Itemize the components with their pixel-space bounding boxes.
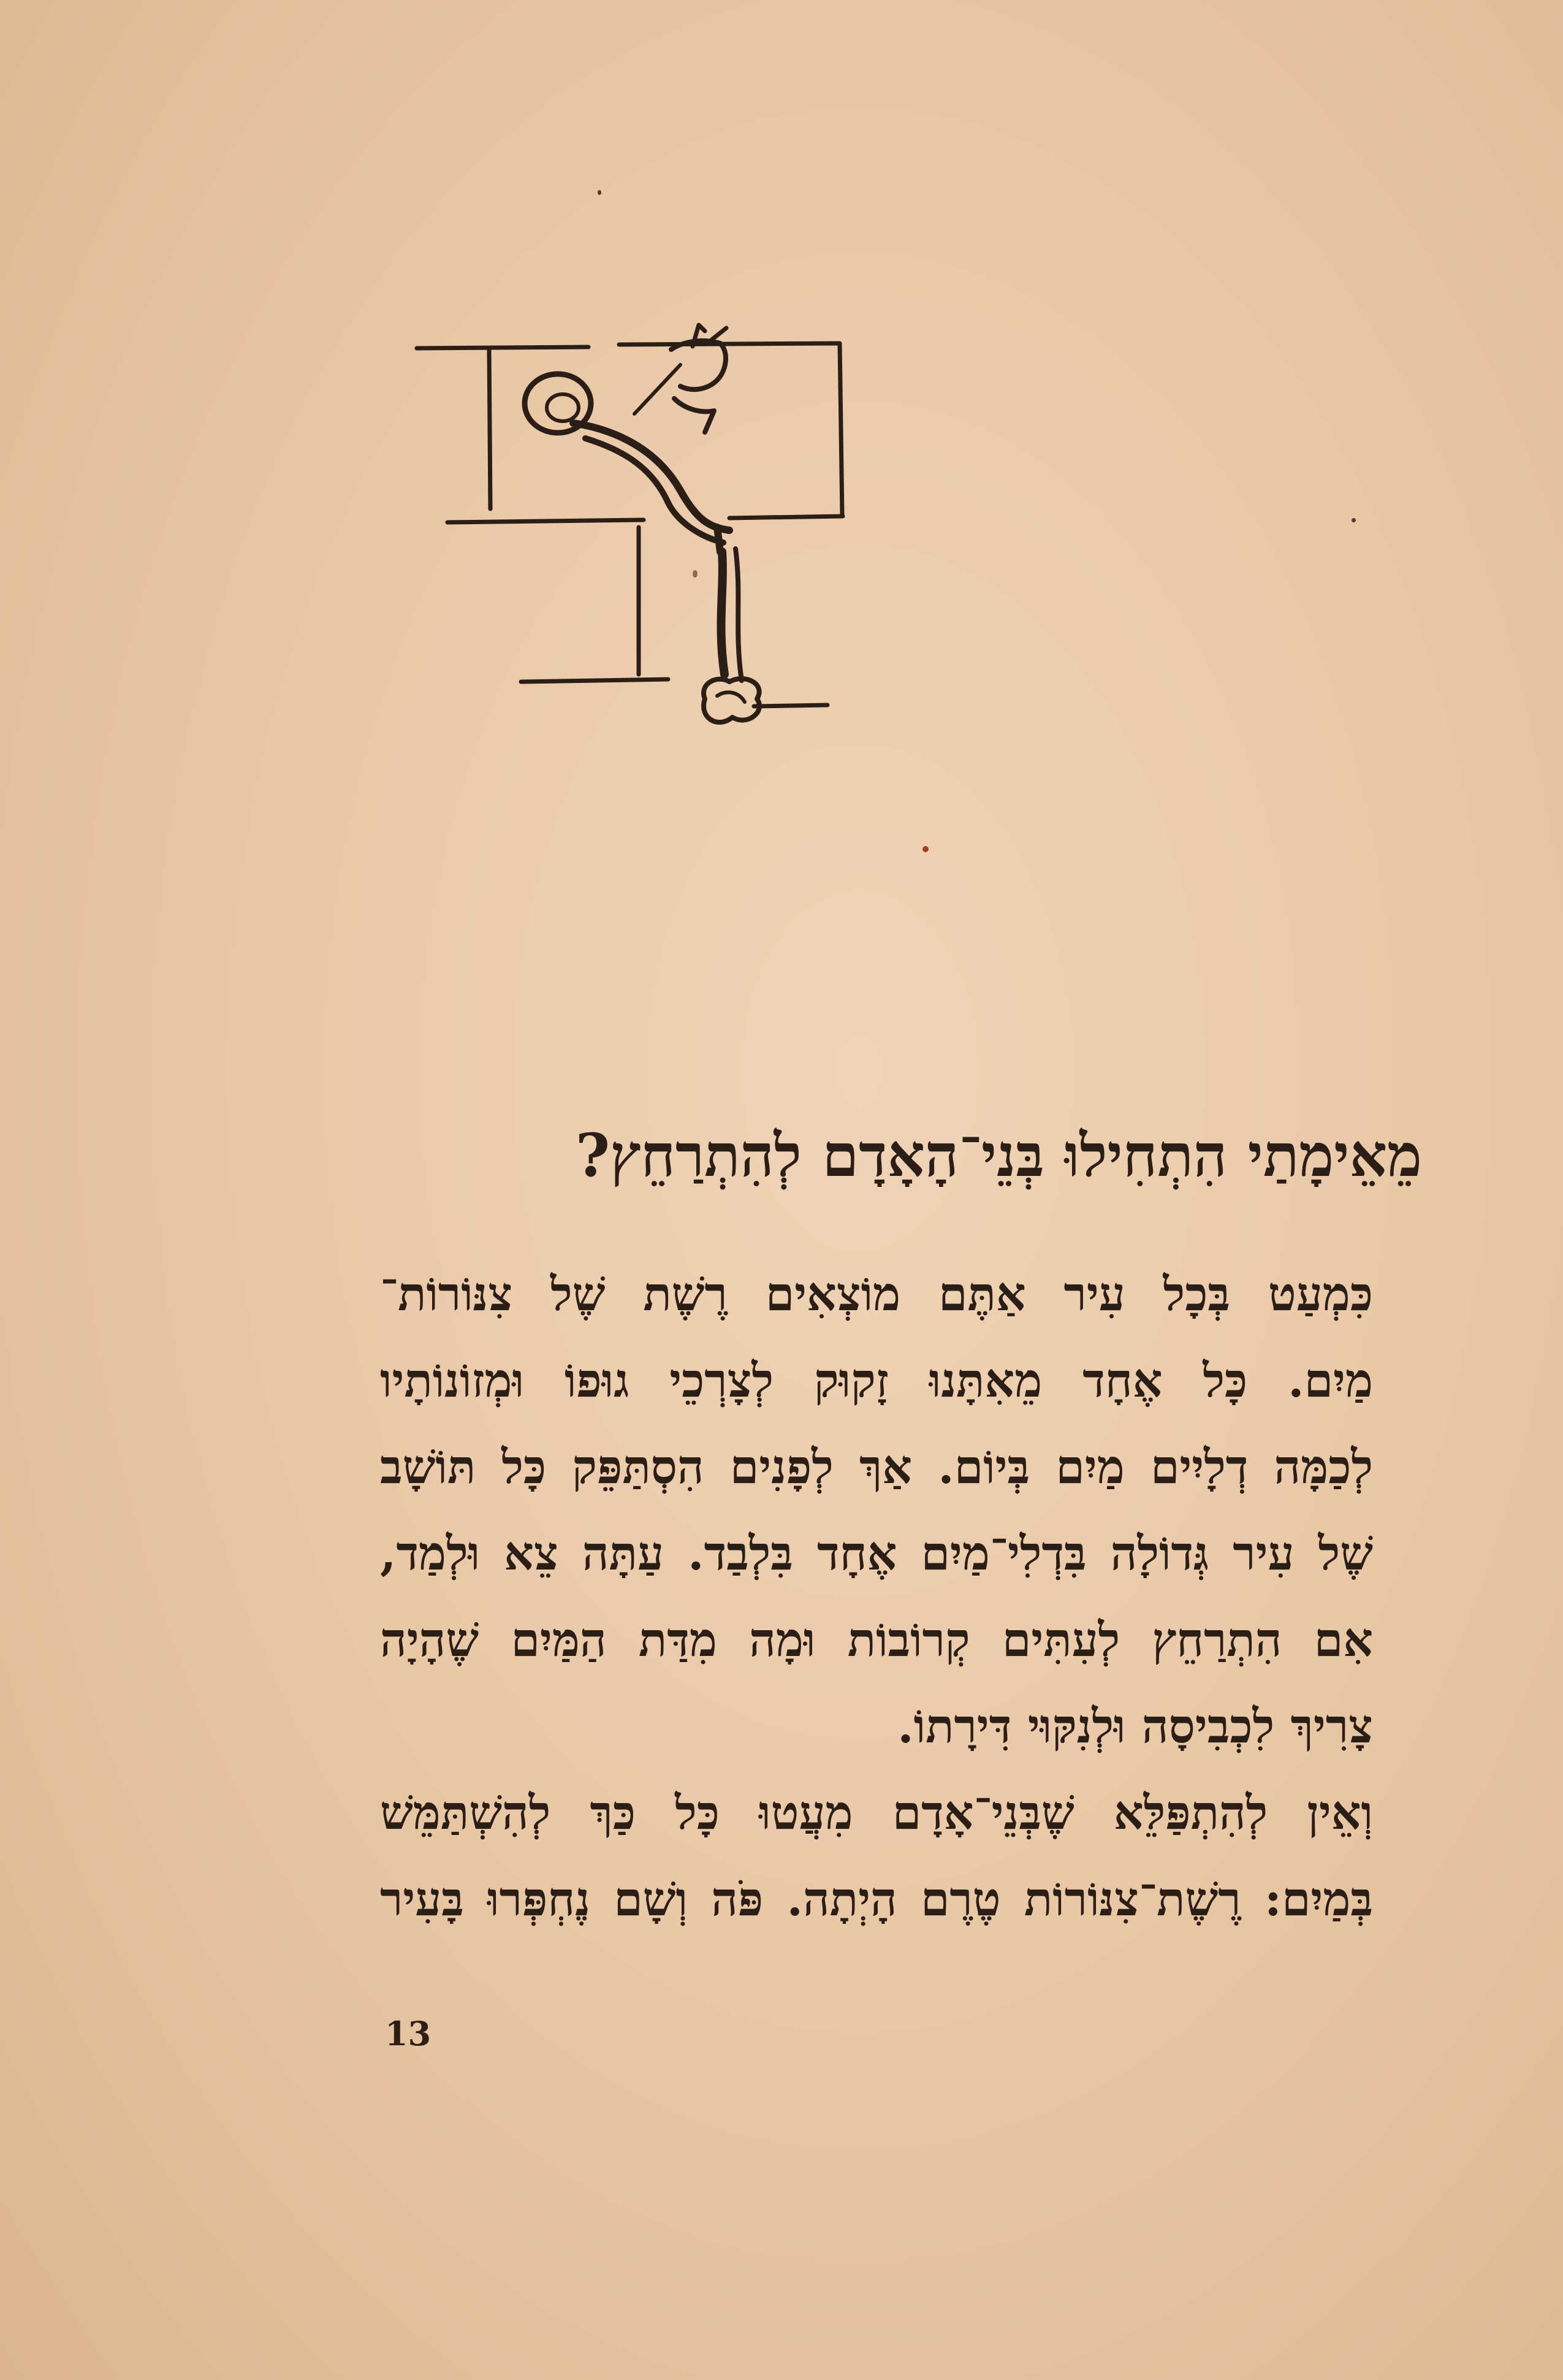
paper-speck — [1352, 518, 1356, 522]
text-line: שֶׁל עִיר גְּדוֹלָה בִּדְלִי־מַיִם אֶחָד בִּלְבַד. עַתָּה צֵא וּלְמַד, — [380, 1526, 1373, 1581]
paper-speck — [598, 190, 601, 195]
text-line: וְאֵין לְהִתְפַּלֵּא שֶׁבְּנֵי־אָדָם מִעֲטוּ כָּל כַּךְ לְהִשְׁתַּמֵּשׁ — [380, 1785, 1373, 1840]
water-faucet-icon — [411, 307, 852, 748]
text-line: אִם הִתְרַחֵץ לְעִתִּים קְרוֹבוֹת וּמָה מִדַּת הַמַּיִם שֶׁהָיָה — [380, 1612, 1373, 1667]
page-number: 13 — [385, 2014, 432, 2053]
paragraph-1 — [380, 1251, 1422, 1769]
body-text — [380, 1251, 1422, 1942]
text-line: כִּמְעַט בְּכָל עִיר אַתֶּם מוֹצְאִים רֶשֶׁת שֶׁל צִנּוֹרוֹת־ — [380, 1267, 1373, 1321]
text-line: בְּמַיִם: רֶשֶׁת־צִנּוֹרוֹת טֶרֶם הָיְתָה. פֹּה וְשָׁם נֶחְפְּרוּ בָּעִיר — [380, 1872, 1373, 1926]
chapter-heading: מֵאֵימָתַי הִתְחִילוּ בְּנֵי־הָאָדָם לְהִתְרַחֵץ? — [575, 1121, 1422, 1190]
text-line: מַיִם. כָּל אֶחָד מֵאִתָּנוּ זָקוּק לְצָרְכֵי גוּפוֹ וּמְזוֹנוֹתָיו — [380, 1353, 1373, 1408]
text-line: צָרִיךְ לִכְבִיסָה וּלְנִקּוּי דִּירָתוֹ. — [897, 1699, 1373, 1753]
paper-speck — [922, 846, 929, 852]
text-line: לְכַמָּה דְלָיִים מַיִם בְּיוֹם. אַךְ לְפָנִים הִסְתַּפֵּק כָּל תּוֹשָׁב — [380, 1440, 1373, 1494]
paper-speck — [693, 570, 698, 578]
paragraph-2 — [380, 1769, 1422, 1942]
